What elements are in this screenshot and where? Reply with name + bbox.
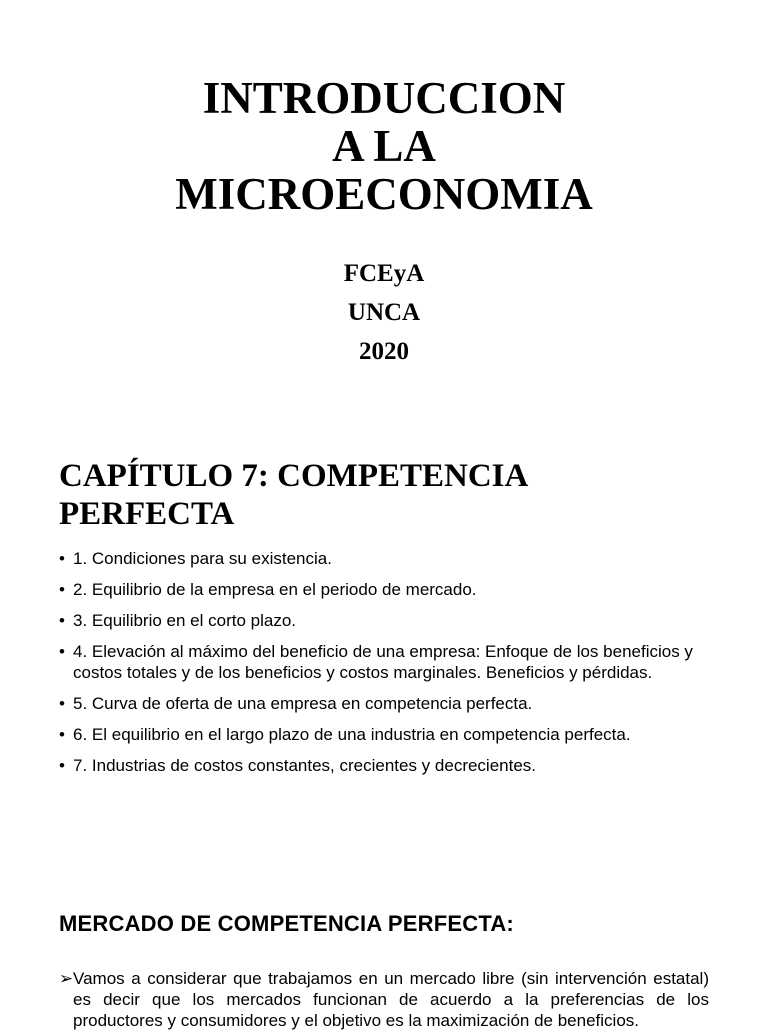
subtitle-line: 2020: [359, 338, 409, 365]
list-item-text: 4. Elevación al máximo del beneficio de una empresa: Enfoque de los beneficios y costos totales y de los beneficios y costos marginales. Beneficios y pérdidas.: [73, 642, 693, 682]
market-heading: MERCADO DE COMPETENCIA PERFECTA:: [59, 911, 514, 936]
list-item-text: 3. Equilibrio en el corto plazo.: [73, 611, 297, 630]
chapter-heading-line: PERFECTA: [59, 496, 235, 532]
list-item-text: 2. Equilibrio de la empresa en el periodo de mercado.: [73, 580, 477, 599]
market-slide: [0, 870, 768, 1030]
title-slide: [0, 0, 768, 400]
list-item: [59, 693, 709, 714]
title-line: MICROECONOMIA: [175, 169, 593, 219]
subtitle-line: UNCA: [347, 299, 421, 326]
title-line: INTRODUCCION: [202, 73, 566, 123]
bullet-icon: •: [59, 549, 65, 568]
presentation-title: [0, 74, 768, 218]
chapter-heading: [59, 457, 739, 533]
list-item-text: 5. Curva de oferta de una empresa en competencia perfecta.: [73, 694, 533, 713]
bullet-icon: •: [59, 725, 65, 744]
list-item: [59, 724, 709, 745]
market-paragraph-text: Vamos a considerar que trabajamos en un mercado libre (sin intervención estatal) es decir que los mercados funcionan de acuerdo a la preferencias de los productores y consumidores y el objetivo es la maximización de beneficios.: [73, 969, 709, 1030]
bullet-icon: •: [59, 694, 65, 713]
list-item-text: 1. Condiciones para su existencia.: [73, 549, 332, 568]
title-line: A LA: [332, 121, 436, 171]
market-paragraph: [59, 968, 709, 1031]
list-item-text: 7. Industrias de costos constantes, crecientes y decrecientes.: [73, 756, 537, 775]
bullet-icon: •: [59, 611, 65, 630]
arrow-bullet-icon: ➢: [59, 969, 74, 988]
list-item-text: 6. El equilibrio en el largo plazo de una industria en competencia perfecta.: [73, 725, 631, 744]
chapter-heading-line: CAPÍTULO 7: COMPETENCIA: [59, 458, 529, 494]
bullet-icon: •: [59, 642, 65, 661]
topic-list: [59, 548, 709, 786]
list-item: [59, 755, 709, 776]
list-item: [59, 548, 709, 569]
bullet-icon: •: [59, 756, 65, 775]
bullet-icon: •: [59, 580, 65, 599]
subtitle-line: FCEyA: [343, 260, 425, 287]
presentation-subtitle: [0, 254, 768, 371]
list-item: [59, 641, 709, 683]
list-item: [59, 579, 709, 600]
chapter-slide: [0, 400, 768, 870]
list-item: [59, 610, 709, 631]
